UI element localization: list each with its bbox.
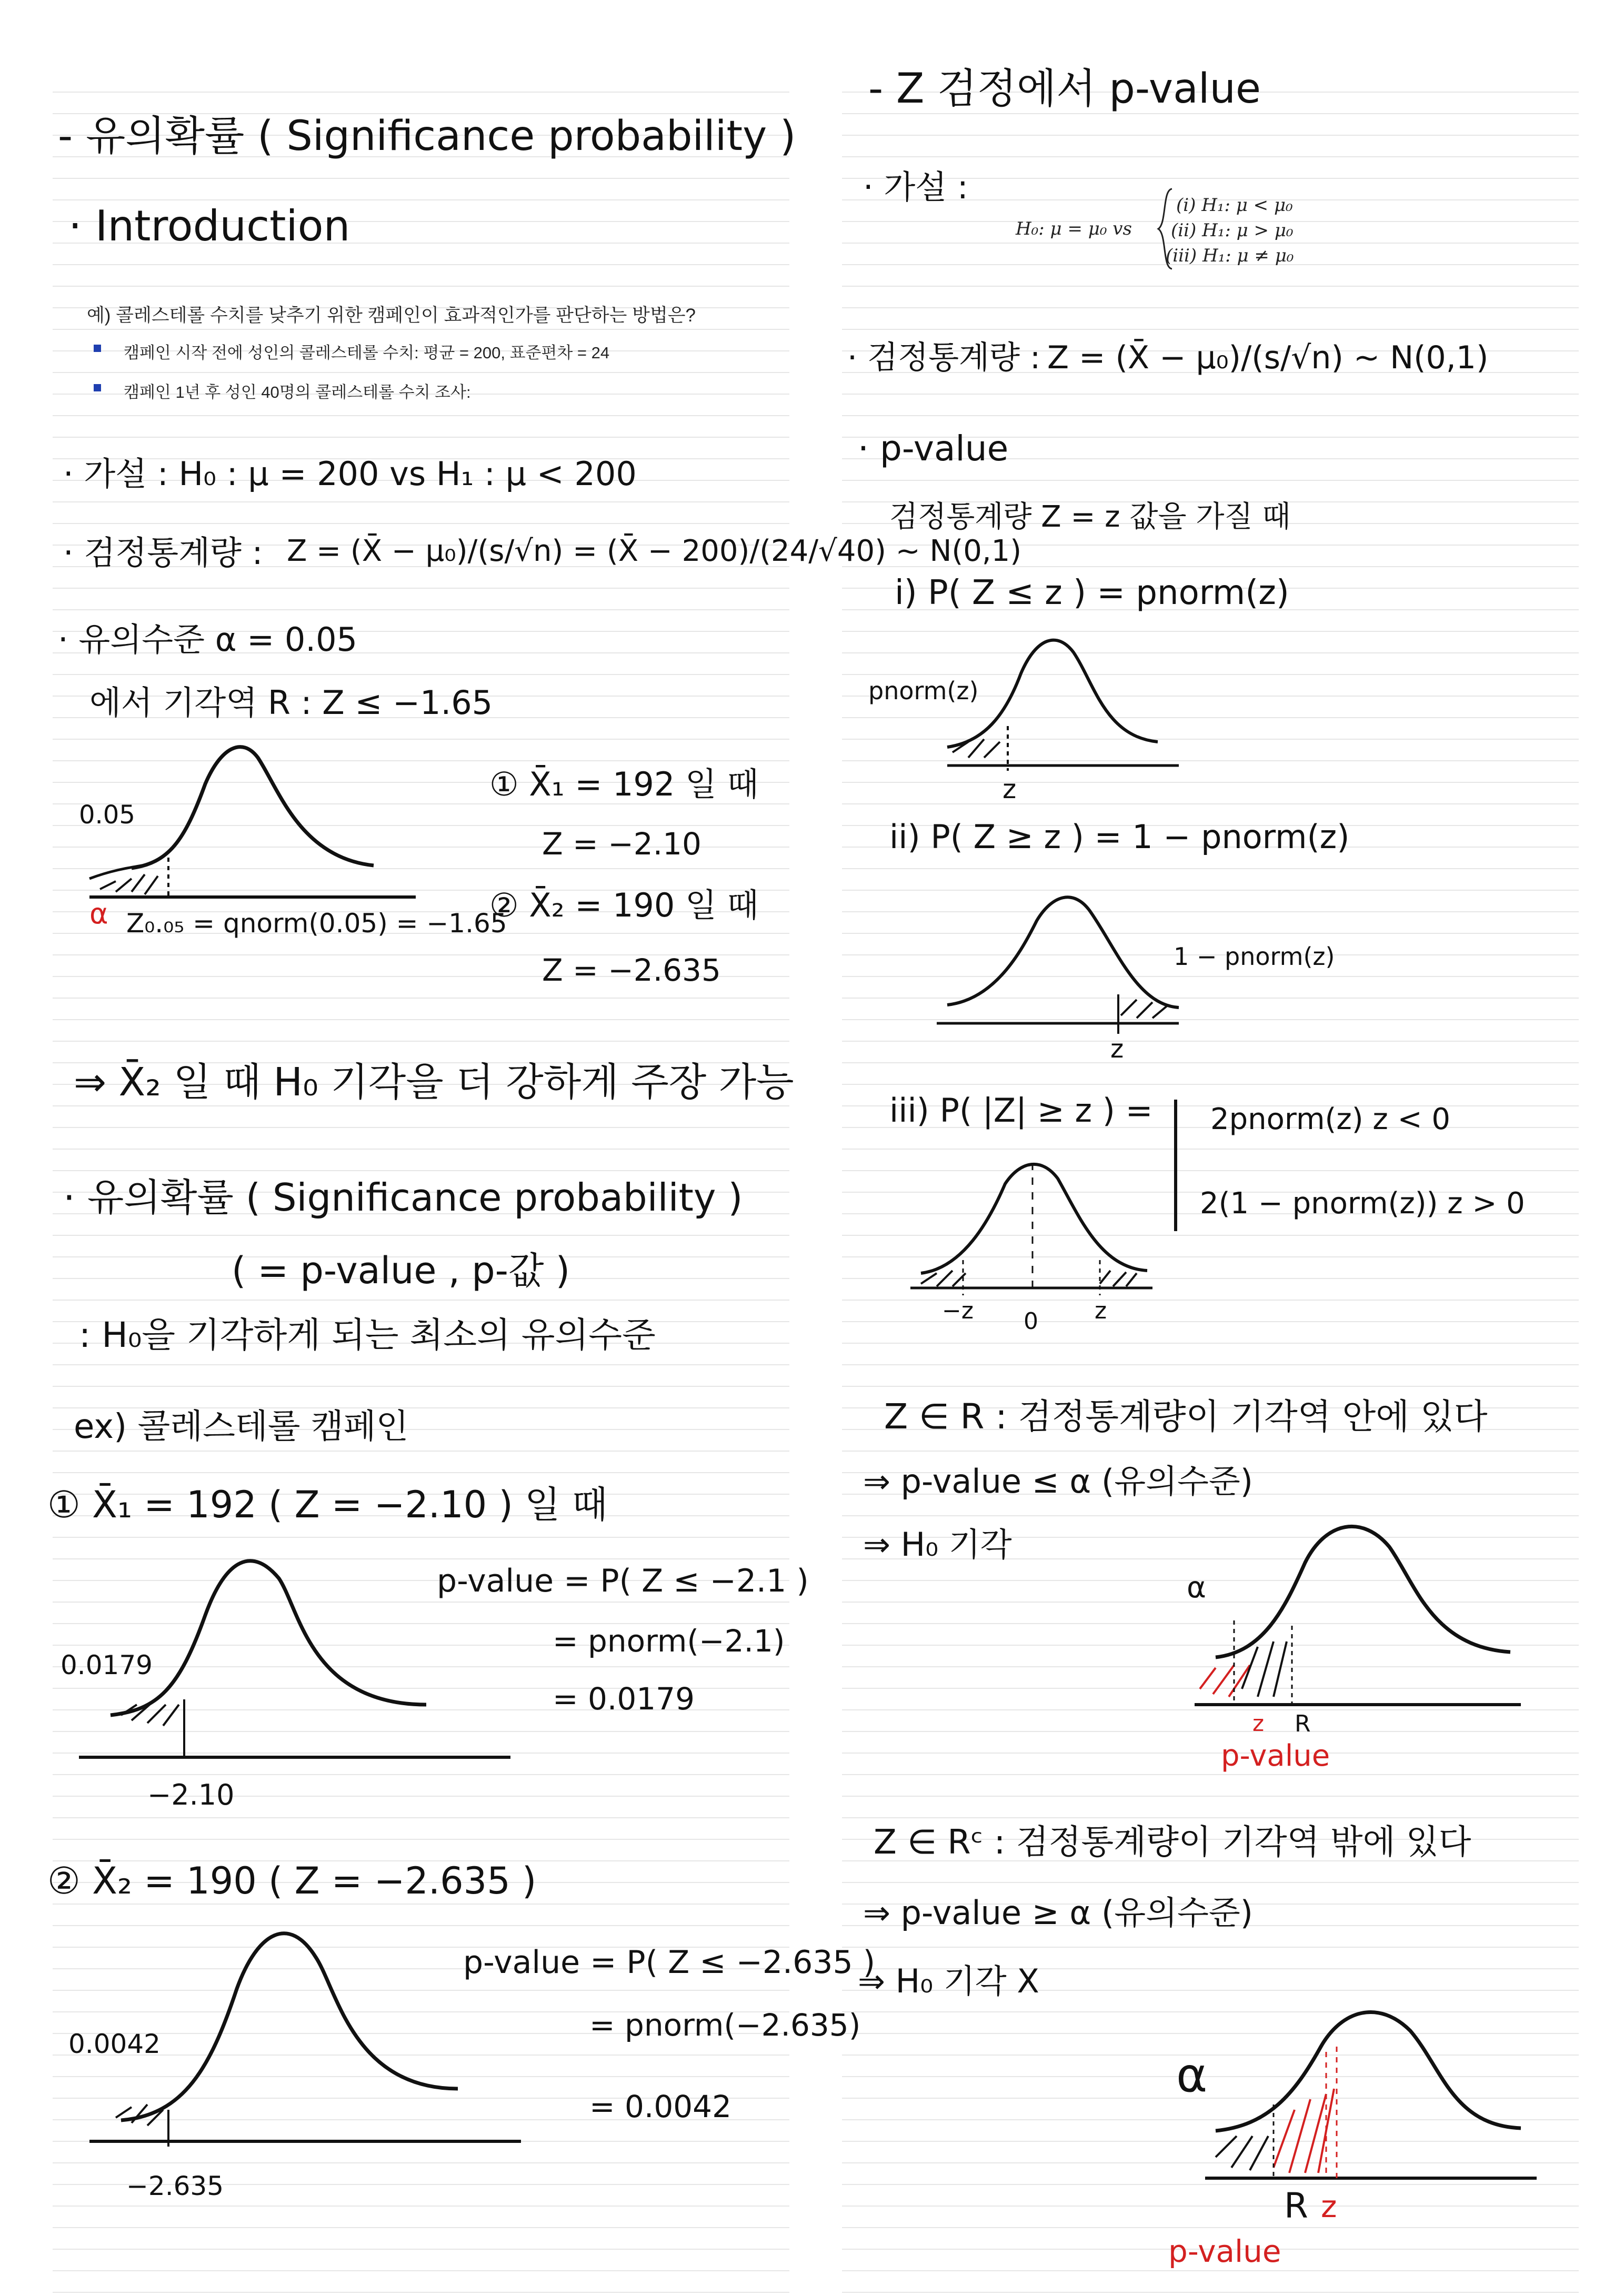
right-test-statistic-formula: Z = (X̄ − μ₀)/(s/√n) ~ N(0,1) xyxy=(1047,339,1489,376)
case-i-area-label: pnorm(z) xyxy=(868,677,979,705)
example2-tail-value: 0.0042 xyxy=(68,2029,161,2059)
case-iii-axis-pos: z xyxy=(1095,1297,1107,1324)
example-bullet-2: 캠페인 1년 후 성인 40명의 콜레스테롤 수치 조사: xyxy=(124,383,471,401)
significance-probability-alias: ( = p-value , p-값 ) xyxy=(232,1249,570,1292)
intro-heading: · Introduction xyxy=(68,202,350,250)
out-region-alpha-label: α xyxy=(1176,2048,1208,2103)
in-rejection-region-line1: ⇒ p-value ≤ α (유의수준) xyxy=(863,1462,1253,1501)
out-region-pvalue-label: p-value xyxy=(1168,2233,1281,2269)
case2-z: Z = −2.635 xyxy=(542,952,721,988)
alpha-value-label: 0.05 xyxy=(79,800,135,830)
out-rejection-region-heading: Z ∈ Rᶜ : 검정통계량이 기각역 밖에 있다 xyxy=(874,1823,1471,1862)
alpha-symbol-label: α xyxy=(89,897,108,930)
page-title: - 유의확률 ( Significance probability ) xyxy=(58,113,796,160)
example-title: ex) 콜레스테롤 캠페인 xyxy=(74,1407,409,1446)
right-hypothesis-case-iii: (iii) H₁: μ ≠ μ₀ xyxy=(1166,245,1294,266)
test-statistic-formula: Z = (X̄ − μ₀)/(s/√n) = (X̄ − 200)/(24/√40) ~ N(0,1) xyxy=(287,534,1022,568)
case-ii-formula: ii) P( Z ≥ z ) = 1 − pnorm(z) xyxy=(889,818,1350,856)
example2-pvalue-line1: p-value = P( Z ≤ −2.635 ) xyxy=(463,1944,876,1981)
out-rejection-region-line1: ⇒ p-value ≥ α (유의수준) xyxy=(863,1894,1253,1932)
example-question: 예) 콜레스테롤 수치를 낮추기 위한 캠페인이 효과적인가를 판단하는 방법은? xyxy=(87,305,696,326)
example2-pvalue-line2: = pnorm(−2.635) xyxy=(589,2007,861,2043)
case-iii-bracket-icon xyxy=(1168,1094,1184,1236)
hypothesis-line: · 가설 : H₀ : μ = 200 vs H₁ : μ < 200 xyxy=(63,455,637,493)
case-iii-normal-curve xyxy=(910,1157,1158,1305)
example1-heading: ① X̄₁ = 192 ( Z = −2.10 ) 일 때 xyxy=(47,1483,608,1526)
right-hypothesis-case-i: (i) H₁: μ < μ₀ xyxy=(1176,195,1293,216)
right-pvalue-intro: 검정통계량 Z = z 값을 가질 때 xyxy=(889,500,1291,534)
test-statistic-label: · 검정통계량 : xyxy=(63,533,263,572)
example1-pvalue-line3: = 0.0179 xyxy=(553,1681,695,1717)
in-region-R-label: R xyxy=(1295,1710,1311,1737)
case-ii-axis-label: z xyxy=(1110,1034,1124,1064)
in-region-z-label: z xyxy=(1252,1710,1265,1736)
example1-pvalue-line1: p-value = P( Z ≤ −2.1 ) xyxy=(437,1563,809,1599)
significance-probability-heading: · 유의확률 ( Significance probability ) xyxy=(63,1175,743,1220)
conclusion-line: ⇒ X̄₂ 일 때 H₀ 기각을 더 강하게 주장 가능 xyxy=(74,1060,794,1105)
case-ii-normal-curve xyxy=(937,889,1189,1047)
case-ii-area-label: 1 − pnorm(z) xyxy=(1174,942,1335,971)
case1-xbar: ① X̄₁ = 192 일 때 xyxy=(489,765,759,803)
right-title: - Z 검정에서 p-value xyxy=(868,65,1261,113)
case-iii-axis-zero: 0 xyxy=(1024,1308,1038,1335)
right-hypothesis-h0: H₀: μ = μ₀ vs xyxy=(1016,218,1132,239)
case-iii-axis-neg: −z xyxy=(942,1297,974,1324)
case-i-formula: i) P( Z ≤ z ) = pnorm(z) xyxy=(895,573,1289,612)
case2-xbar: ② X̄₂ = 190 일 때 xyxy=(489,886,759,924)
case-i-normal-curve xyxy=(937,631,1189,784)
significance-level: · 유의수준 α = 0.05 xyxy=(58,620,357,659)
right-hypothesis-label: · 가설 : xyxy=(863,168,968,206)
example2-pvalue-line3: = 0.0042 xyxy=(589,2089,731,2124)
case-iii-formula: iii) P( |Z| ≥ z ) = xyxy=(889,1091,1153,1130)
case-iii-positive-branch: 2(1 − pnorm(z)) z > 0 xyxy=(1200,1186,1525,1221)
out-rejection-region-curve xyxy=(1205,1999,1542,2189)
significance-probability-definition: : H₀을 기각하게 되는 최소의 유의수준 xyxy=(79,1315,656,1355)
right-hypothesis-case-ii: (ii) H₁: μ > μ₀ xyxy=(1171,220,1294,241)
rejection-region: 에서 기각역 R : Z ≤ −1.65 xyxy=(89,683,493,722)
example1-pvalue-line2: = pnorm(−2.1) xyxy=(553,1623,785,1659)
right-pvalue-label: · p-value xyxy=(858,428,1009,469)
example1-axis-label: −2.10 xyxy=(147,1778,235,1811)
example1-tail-value: 0.0179 xyxy=(61,1650,153,1680)
bullet-square-icon xyxy=(94,345,101,352)
critical-value-label: Z₀.₀₅ = qnorm(0.05) = −1.65 xyxy=(126,908,507,939)
in-region-pvalue-label: p-value xyxy=(1221,1739,1330,1773)
case-i-axis-label: z xyxy=(1003,774,1017,804)
case1-z: Z = −2.10 xyxy=(542,826,701,862)
out-region-R-label: R xyxy=(1284,2186,1308,2226)
example2-heading: ② X̄₂ = 190 ( Z = −2.635 ) xyxy=(47,1859,537,1902)
in-region-alpha-label: α xyxy=(1187,1570,1206,1605)
in-rejection-region-curve xyxy=(1195,1515,1531,1705)
out-region-z-label: z xyxy=(1321,2189,1337,2224)
in-rejection-region-line2: ⇒ H₀ 기각 xyxy=(863,1525,1012,1564)
right-test-statistic-label: · 검정통계량 : xyxy=(847,339,1041,376)
case-iii-negative-branch: 2pnorm(z) z < 0 xyxy=(1210,1102,1450,1136)
out-rejection-region-line2: ⇒ H₀ 기각 X xyxy=(858,1962,1039,2000)
bullet-square-icon xyxy=(94,384,101,391)
example2-axis-label: −2.635 xyxy=(126,2171,224,2201)
in-rejection-region-heading: Z ∈ R : 검정통계량이 기각역 안에 있다 xyxy=(884,1396,1488,1437)
example-bullet-1: 캠페인 시작 전에 성인의 콜레스테롤 수치: 평균 = 200, 표준편차 = 24 xyxy=(124,344,610,362)
